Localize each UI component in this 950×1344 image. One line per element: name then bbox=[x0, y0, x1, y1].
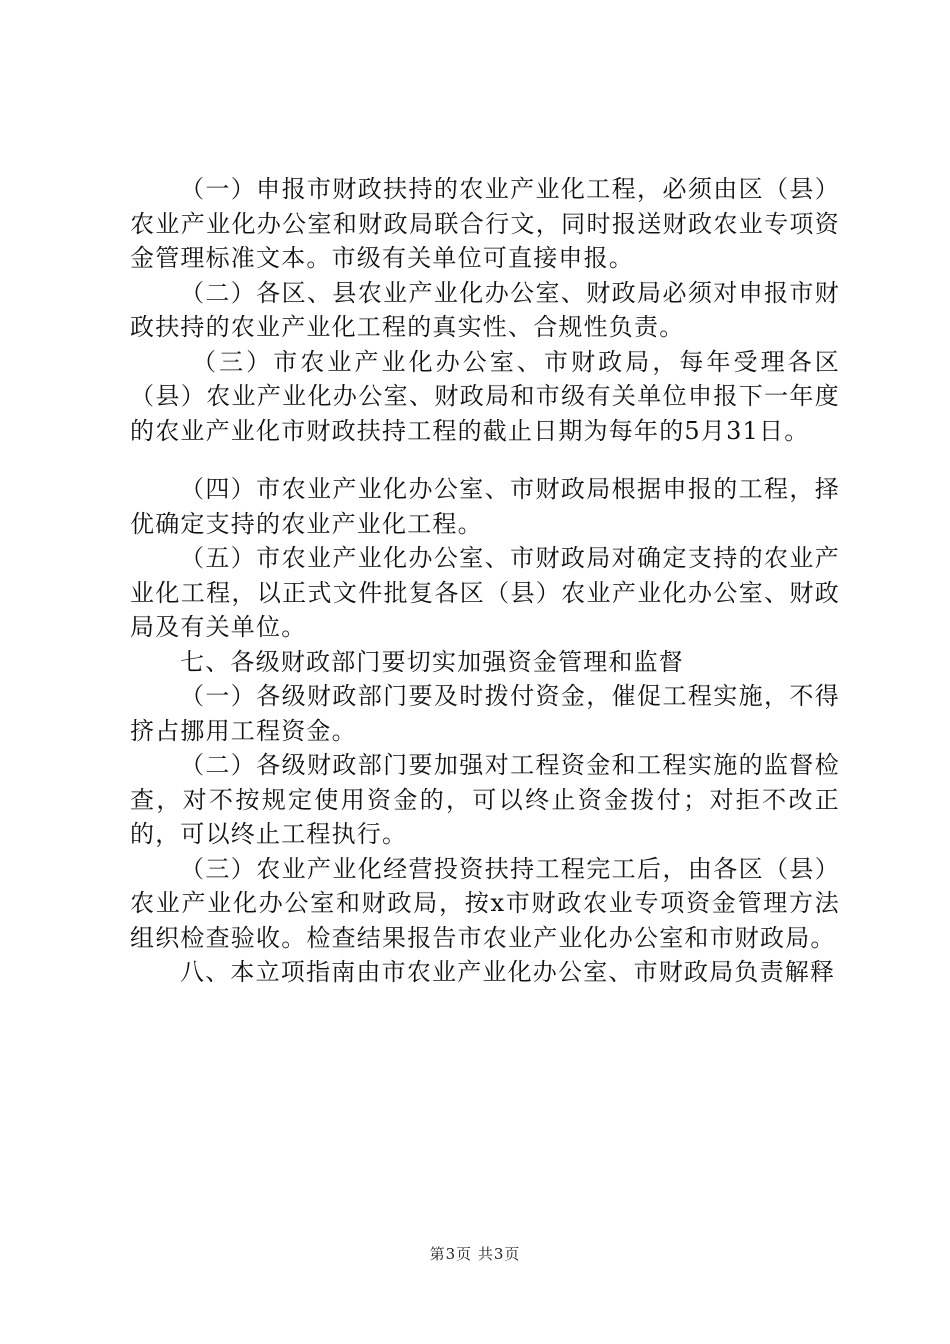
paragraph-3: （三）市农业产业化办公室、市财政局，每年受理各区（县）农业产业化办公室、财政局和市级有关单位申报下一年度的农业产业化市财政扶持工程的截止日期为每年的5月31日。 bbox=[130, 347, 840, 445]
paragraph-2: （二）各区、县农业产业化办公室、财政局必须对申报市财政扶持的农业产业化工程的真实性、合规性负责。 bbox=[130, 278, 840, 341]
paragraph-7-1: （一）各级财政部门要及时拨付资金，催促工程实施，不得挤占挪用工程资金。 bbox=[130, 682, 840, 745]
paragraph-1: （一）申报市财政扶持的农业产业化工程，必须由区（县）农业产业化办公室和财政局联合行文，同时报送财政农业专项资金管理标准文本。市级有关单位可直接申报。 bbox=[130, 175, 840, 272]
paragraph-gap bbox=[130, 448, 840, 472]
paragraph-7-3: （三）农业产业化经营投资扶持工程完工后，由各区（县）农业产业化办公室和财政局，按x市财政农业专项资金管理方法组织检查验收。检查结果报告市农业产业化办公室和市财政局。 bbox=[130, 854, 840, 952]
section-heading-7: 七、各级财政部门要切实加强资金管理和监督 bbox=[180, 647, 684, 676]
paragraph-4: （四）市农业产业化办公室、市财政局根据申报的工程，择优确定支持的农业产业化工程。 bbox=[130, 475, 840, 538]
section-heading-8: 八、本立项指南由市农业产业化办公室、市财政局负责解释 bbox=[180, 958, 836, 986]
paragraph-7-2: （二）各级财政部门要加强对工程资金和工程实施的监督检查，对不按规定使用资金的，可以终止资金拨付；对拒不改正的，可以终止工程执行。 bbox=[130, 751, 840, 848]
page-footer: 第3页 共3页 bbox=[429, 1245, 521, 1263]
document-body bbox=[130, 172, 840, 990]
paragraph-5: （五）市农业产业化办公室、市财政局对确定支持的农业产业化工程，以正式文件批复各区（县）农业产业化办公室、财政局及有关单位。 bbox=[130, 544, 840, 641]
